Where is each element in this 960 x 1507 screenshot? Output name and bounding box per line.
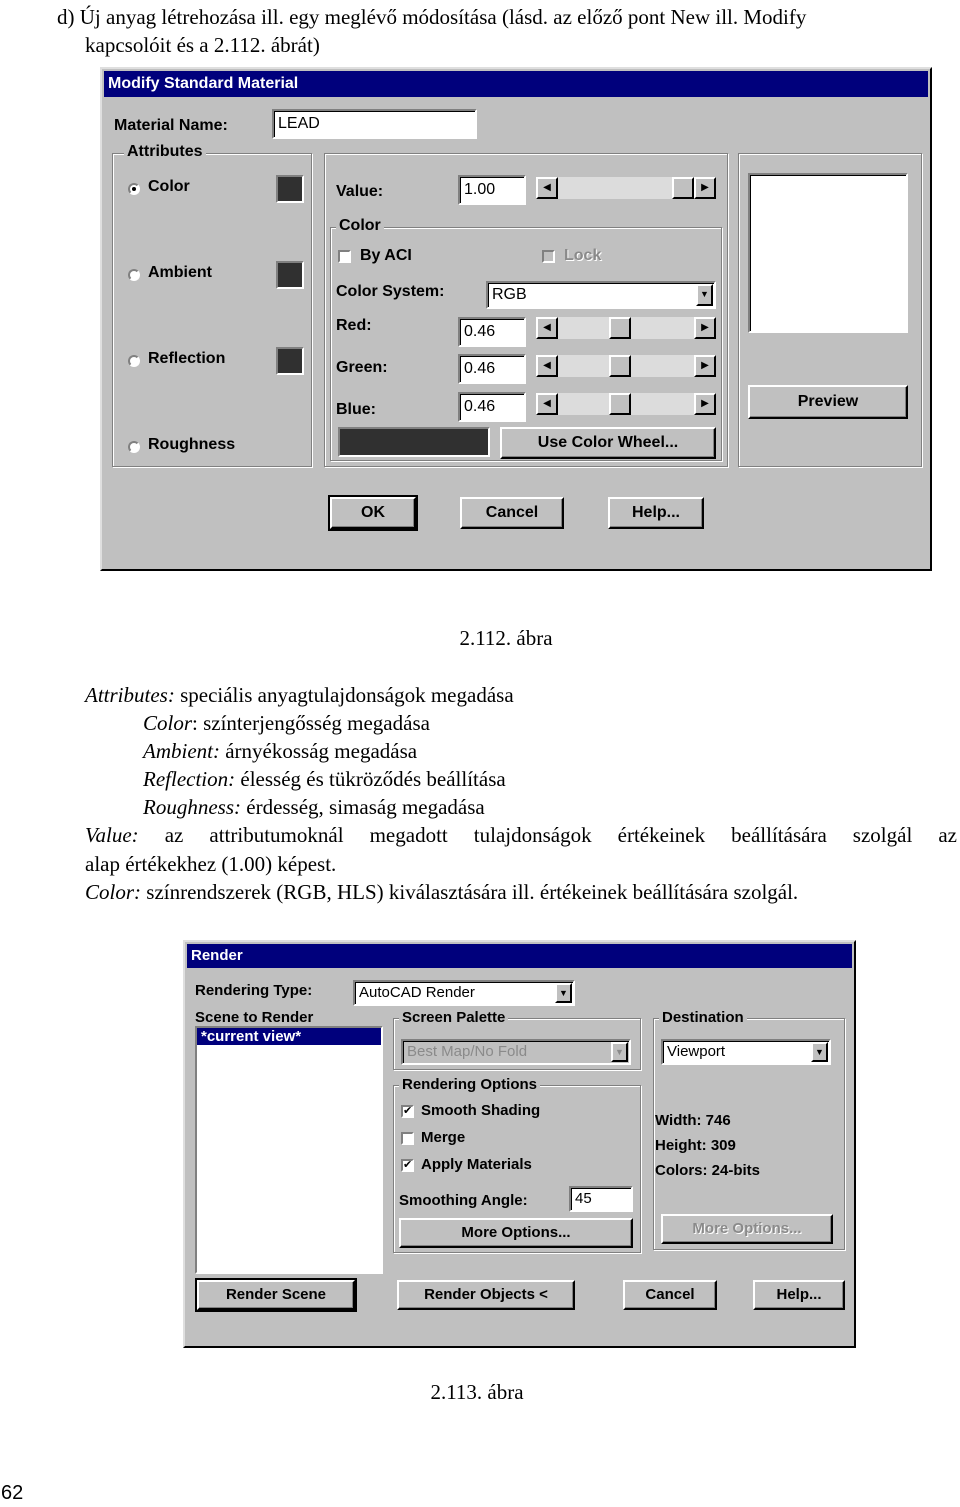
destination-title: Destination <box>659 1009 747 1026</box>
scroll-thumb[interactable] <box>672 177 694 199</box>
by-aci-label: By ACI <box>360 247 412 264</box>
chevron-down-icon[interactable]: ▼ <box>696 284 713 306</box>
desc: élesség és tükröződés beállítása <box>235 767 506 791</box>
color-radio-label: Color <box>148 178 190 195</box>
scroll-left-icon[interactable]: ◀ <box>536 393 558 415</box>
apply-materials-label: Apply Materials <box>421 1156 532 1173</box>
figure-caption-2-112: 2.112. ábra <box>459 626 553 650</box>
colors-text: Colors: 24-bits <box>655 1162 761 1179</box>
roughness-radio[interactable] <box>128 441 140 453</box>
more-options-button[interactable]: More Options... <box>399 1218 633 1248</box>
scroll-left-icon[interactable]: ◀ <box>536 355 558 377</box>
red-scrollbar[interactable] <box>536 317 716 339</box>
width-text: Width: 746 <box>655 1112 731 1129</box>
help-button[interactable]: Help... <box>753 1280 845 1310</box>
destination-more-options-label: More Options... <box>692 1220 802 1237</box>
material-name-label: Material Name: <box>114 117 228 134</box>
screen-palette-value: Best Map/No Fold <box>407 1043 528 1060</box>
dialog-title: Modify Standard Material <box>104 71 928 97</box>
chevron-down-icon[interactable]: ▼ <box>811 1042 828 1062</box>
scroll-right-icon[interactable]: ▶ <box>694 317 716 339</box>
render-dialog <box>183 940 856 1348</box>
scroll-left-icon[interactable]: ◀ <box>536 177 558 199</box>
red-input[interactable]: 0.46 <box>458 317 526 347</box>
cancel-button[interactable]: Cancel <box>460 497 564 529</box>
color-preview-swatch <box>338 427 490 457</box>
scene-to-render-label: Scene to Render <box>195 1009 314 1026</box>
term: Roughness: <box>143 795 241 819</box>
term: Attributes: <box>85 683 175 707</box>
explain-ambient <box>143 737 417 765</box>
green-label: Green: <box>336 359 388 376</box>
help-button[interactable]: Help... <box>608 497 704 529</box>
render-objects-button[interactable]: Render Objects < <box>397 1280 575 1310</box>
ambient-radio-label: Ambient <box>148 264 212 281</box>
intro-line-1: d) Új anyag létrehozása ill. egy meglévő módosítása (lásd. az előző pont New ill. Modify <box>57 5 807 29</box>
roughness-radio-label: Roughness <box>148 436 236 453</box>
destination-value: Viewport <box>667 1043 726 1060</box>
color-swatch <box>276 175 304 203</box>
explain-value-cont: alap értékekhez (1.00) képest. <box>85 852 337 876</box>
screen-palette-title: Screen Palette <box>399 1009 508 1026</box>
screen-palette-select[interactable] <box>401 1039 631 1065</box>
rendering-options-title: Rendering Options <box>399 1076 540 1093</box>
red-label: Red: <box>336 317 372 334</box>
ambient-swatch <box>276 261 304 289</box>
explain-color <box>143 709 430 737</box>
scroll-thumb[interactable] <box>609 393 631 415</box>
desc: színrendszerek (RGB, HLS) kiválasztására ill. értékeinek beállítására szolgál. <box>141 880 799 904</box>
preview-image <box>748 173 908 333</box>
page-number: 62 <box>1 1482 24 1504</box>
green-input[interactable]: 0.46 <box>458 354 526 384</box>
scroll-right-icon[interactable]: ▶ <box>694 393 716 415</box>
preview-button-label: Preview <box>797 393 859 410</box>
use-color-wheel-button[interactable]: Use Color Wheel... <box>500 427 716 459</box>
desc: érdesség, simaság megadása <box>241 795 485 819</box>
color-system-value: RGB <box>492 286 527 303</box>
attributes-group-title: Attributes <box>124 143 206 161</box>
smooth-shading-label: Smooth Shading <box>421 1102 541 1119</box>
rendering-type-select[interactable] <box>353 980 575 1006</box>
scroll-right-icon[interactable]: ▶ <box>694 177 716 199</box>
term: Ambient: <box>143 739 220 763</box>
explain-value <box>85 821 957 849</box>
reflection-swatch <box>276 347 304 375</box>
reflection-radio-label: Reflection <box>148 350 226 367</box>
dialog-title: Render <box>187 944 852 968</box>
rendering-type-label: Rendering Type: <box>195 982 313 999</box>
scene-list[interactable] <box>195 1026 383 1274</box>
lock-checkbox[interactable] <box>542 250 555 263</box>
explain-color-system <box>85 878 798 906</box>
rendering-type-value: AutoCAD Render <box>359 984 475 1001</box>
desc: : színterjengősség megadása <box>192 711 430 735</box>
merge-label: Merge <box>421 1129 466 1146</box>
color-radio[interactable] <box>128 183 140 195</box>
scroll-right-icon[interactable]: ▶ <box>694 355 716 377</box>
term: Color <box>143 711 193 735</box>
blue-input[interactable]: 0.46 <box>458 392 526 422</box>
intro-line-2: kapcsolóit és a 2.112. ábrát) <box>85 33 320 57</box>
render-scene-button[interactable]: Render Scene <box>197 1280 355 1310</box>
apply-materials-checkbox[interactable]: ✔ <box>403 1159 413 1171</box>
destination-select[interactable] <box>661 1039 831 1065</box>
explain-attributes <box>85 681 514 709</box>
reflection-radio[interactable] <box>128 355 140 367</box>
modify-material-dialog <box>100 67 932 571</box>
explain-roughness <box>143 793 485 821</box>
ok-button[interactable]: OK <box>330 497 416 529</box>
explain-reflection <box>143 765 506 793</box>
scroll-left-icon[interactable]: ◀ <box>536 317 558 339</box>
figure-caption-2-113: 2.113. ábra <box>430 1380 524 1404</box>
lock-label: Lock <box>564 247 602 264</box>
chevron-down-icon[interactable]: ▼ <box>611 1042 628 1062</box>
color-group-title: Color <box>336 217 384 235</box>
height-text: Height: 309 <box>655 1137 736 1154</box>
cancel-button[interactable]: Cancel <box>623 1280 717 1310</box>
destination-more-options-button[interactable] <box>661 1214 833 1244</box>
smoothing-angle-label: Smoothing Angle: <box>399 1192 528 1209</box>
by-aci-checkbox[interactable] <box>338 250 351 263</box>
green-scrollbar[interactable] <box>536 355 716 377</box>
preview-button[interactable] <box>748 385 908 419</box>
value-input[interactable]: 1.00 <box>458 175 526 205</box>
color-system-label: Color System: <box>336 283 445 300</box>
scroll-thumb[interactable] <box>609 355 631 377</box>
term: Value: <box>85 823 139 847</box>
chevron-down-icon[interactable]: ▼ <box>555 983 572 1003</box>
merge-checkbox[interactable] <box>401 1132 414 1145</box>
value-label: Value: <box>336 183 384 200</box>
scroll-thumb[interactable] <box>609 317 631 339</box>
blue-scrollbar[interactable] <box>536 393 716 415</box>
color-system-select[interactable] <box>486 281 716 309</box>
term: Color: <box>85 880 142 904</box>
desc: árnyékosság megadása <box>219 739 418 763</box>
blue-label: Blue: <box>336 401 376 418</box>
material-name-input[interactable]: LEAD <box>272 109 477 139</box>
smoothing-angle-input[interactable]: 45 <box>569 1186 633 1212</box>
list-item[interactable]: *current view* <box>197 1028 381 1045</box>
value-scrollbar[interactable] <box>536 177 716 199</box>
ambient-radio[interactable] <box>128 269 140 281</box>
desc: speciális anyagtulajdonságok megadása <box>174 683 514 707</box>
smooth-shading-checkbox[interactable]: ✔ <box>403 1105 413 1117</box>
term: Reflection: <box>143 767 236 791</box>
desc: az attributumoknál megadott tulajdonságok értékeinek beállítására szolgál az <box>138 823 957 847</box>
